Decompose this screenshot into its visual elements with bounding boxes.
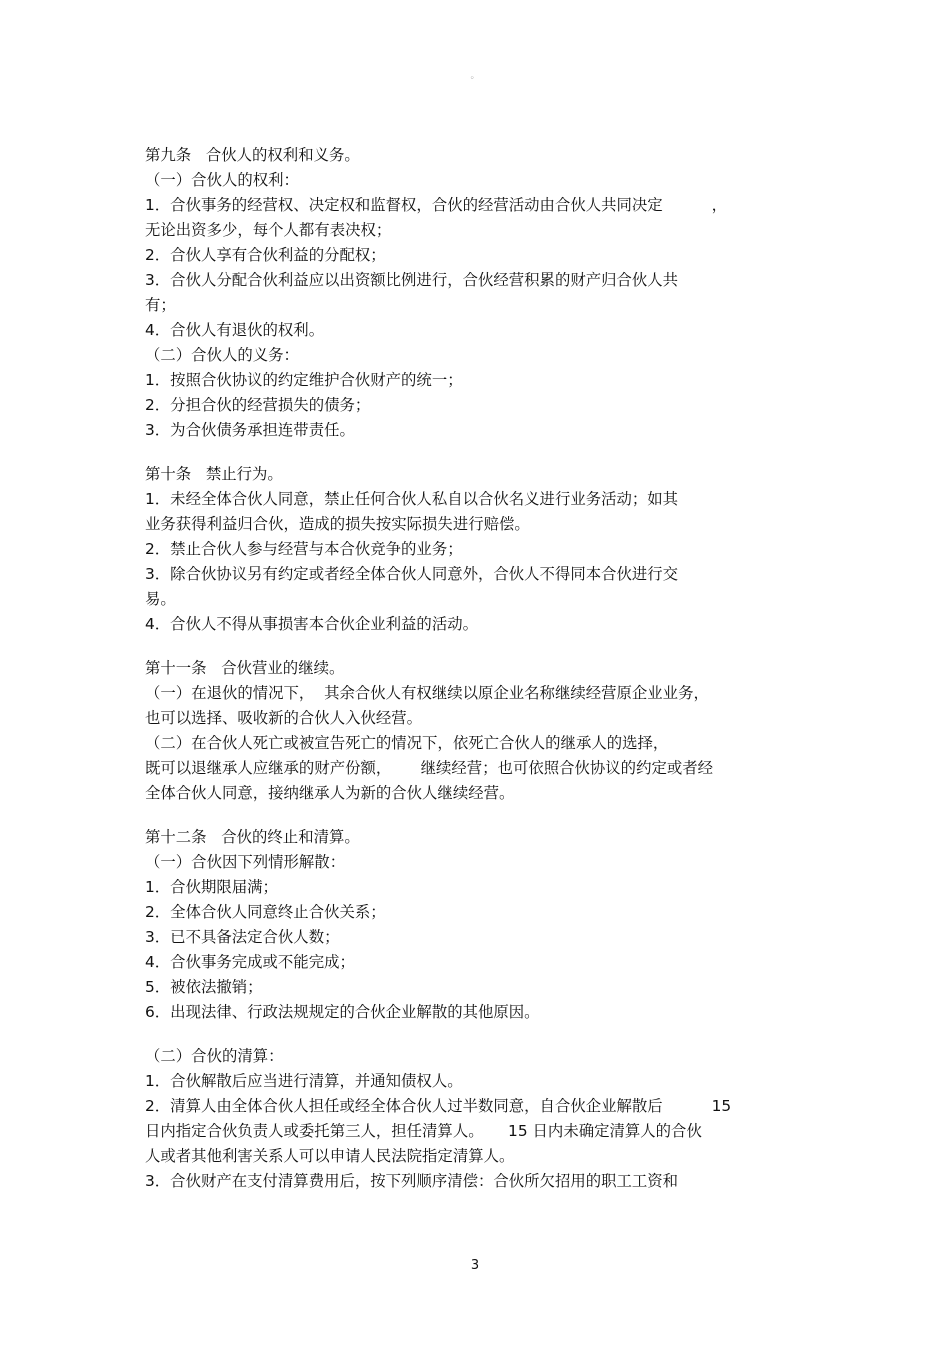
- text-line: 2．合伙人享有合伙利益的分配权；: [145, 246, 386, 264]
- text-line: 5．被依法撤销；: [145, 978, 263, 996]
- text-line: 1．合伙期限届满；: [145, 878, 278, 896]
- article-10-title: 第十条 禁止行为。: [145, 465, 283, 483]
- liquidation-subtitle: （二）合伙的清算：: [145, 1047, 284, 1065]
- article-9-title: 第九条 合伙人的权利和义务。: [145, 146, 360, 164]
- text-line: 3．合伙人分配合伙利益应以出资额比例进行，合伙经营积累的财产归合伙人共: [145, 271, 679, 289]
- text-line: 3．除合伙协议另有约定或者经全体合伙人同意外，合伙人不得同本合伙进行交: [145, 565, 679, 583]
- article-12-title: 第十二条 合伙的终止和清算。: [145, 828, 360, 846]
- text-line: 2．禁止合伙人参与经营与本合伙竞争的业务；: [145, 540, 463, 558]
- text-line: 4．合伙事务完成或不能完成；: [145, 953, 355, 971]
- section-article-9: [145, 143, 825, 443]
- document-body: [145, 143, 825, 1194]
- text-line: （一）在退伙的情况下， 其余合伙人有权继续以原企业名称继续经营原企业业务，: [145, 684, 709, 702]
- text-line: 1．未经全体合伙人同意，禁止任何合伙人私自以合伙名义进行业务活动；如其: [145, 490, 679, 508]
- text-line: 1．合伙解散后应当进行清算，并通知债权人。: [145, 1072, 463, 1090]
- text-line: 6．出现法律、行政法规规定的合伙企业解散的其他原因。: [145, 1003, 540, 1021]
- section-article-11: [145, 656, 825, 806]
- text-line: 易。: [145, 590, 176, 608]
- text-line: 1．合伙事务的经营权、决定权和监督权，合伙的经营活动由合伙人共同决定 ，: [145, 196, 727, 214]
- text-line: 4．合伙人不得从事损害本合伙企业利益的活动。: [145, 615, 478, 633]
- text-line: 3．合伙财产在支付清算费用后，按下列顺序清偿：合伙所欠招用的职工工资和: [145, 1172, 679, 1190]
- section-article-12: [145, 825, 825, 1025]
- section-article-10: [145, 462, 825, 637]
- section-liquidation: [145, 1044, 825, 1194]
- text-line: 2．全体合伙人同意终止合伙关系；: [145, 903, 386, 921]
- text-line: 业务获得利益归合伙，造成的损失按实际损失进行赔偿。: [145, 515, 530, 533]
- text-line: 3．为合伙债务承担连带责任。: [145, 421, 355, 439]
- text-line: 4．合伙人有退伙的权利。: [145, 321, 325, 339]
- text-line: （一）合伙人的权利：: [145, 171, 299, 189]
- text-line: （二）在合伙人死亡或被宣告死亡的情况下，依死亡合伙人的继承人的选择，: [145, 734, 669, 752]
- text-line: 3．已不具备法定合伙人数；: [145, 928, 340, 946]
- text-line: 有；: [145, 296, 176, 314]
- text-line: 2．分担合伙的经营损失的债务；: [145, 396, 371, 414]
- text-line: 无论出资多少，每个人都有表决权；: [145, 221, 392, 239]
- page-number: 3: [470, 1258, 480, 1273]
- text-line: 1．按照合伙协议的约定维护合伙财产的统一；: [145, 371, 463, 389]
- text-line: （二）合伙人的义务：: [145, 346, 299, 364]
- header-mark: 。: [470, 71, 480, 81]
- text-line: 全体合伙人同意，接纳继承人为新的合伙人继续经营。: [145, 784, 515, 802]
- text-line: （一）合伙因下列情形解散：: [145, 853, 346, 871]
- text-line: 日内指定合伙负责人或委托第三人，担任清算人。 15 日内未确定清算人的合伙: [145, 1122, 702, 1140]
- text-line: 2．清算人由全体合伙人担任或经全体合伙人过半数同意，自合伙企业解散后 15: [145, 1097, 732, 1115]
- text-line: 既可以退继承人应继承的财产份额， 继续经营；也可依照合伙协议的约定或者经: [145, 759, 714, 777]
- article-11-title: 第十一条 合伙营业的继续。: [145, 659, 345, 677]
- text-line: 也可以选择、吸收新的合伙人入伙经营。: [145, 709, 423, 727]
- text-line: 人或者其他利害关系人可以申请人民法院指定清算人。: [145, 1147, 515, 1165]
